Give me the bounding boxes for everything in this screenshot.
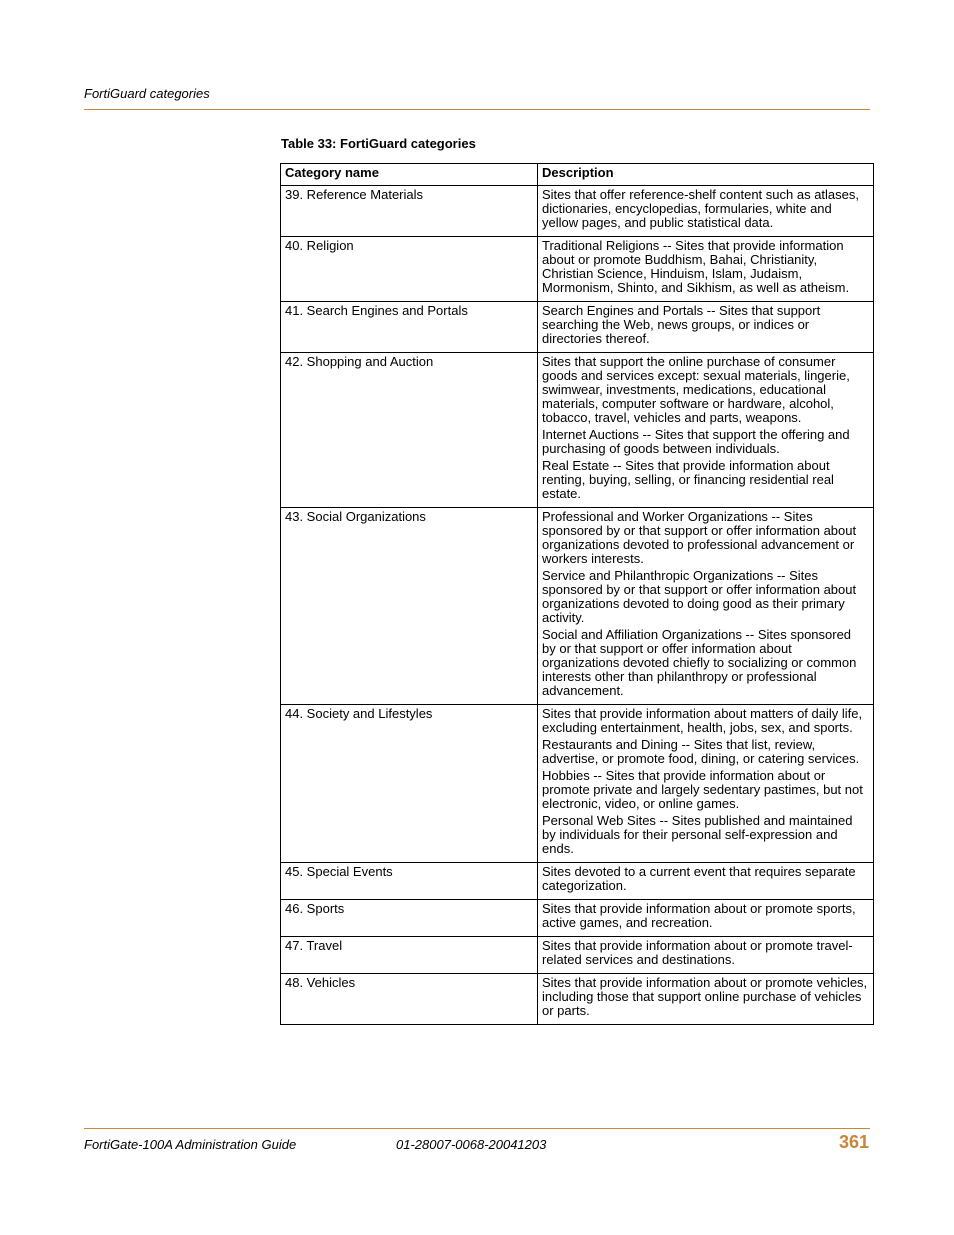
description-paragraph: Real Estate -- Sites that provide information about renting, buying, selling, or financing residential real estate.	[542, 458, 834, 501]
category-name-cell: 48. Vehicles	[281, 974, 538, 1025]
table-row	[281, 863, 874, 900]
category-name-cell: 41. Search Engines and Portals	[281, 302, 538, 353]
description-paragraph: Sites that offer reference-shelf content such as atlases, dictionaries, encyclopedias, formularies, white and yellow pages, and public statistical data.	[542, 187, 859, 230]
description-paragraph: Sites that provide information about or promote sports, active games, and recreation.	[542, 901, 856, 930]
column-header-description: Description	[538, 164, 874, 186]
description-cell	[538, 900, 874, 937]
description-cell	[538, 353, 874, 508]
header-rule	[84, 109, 870, 110]
description-paragraph: Sites that support the online purchase of consumer goods and services except: sexual materials, lingerie, swimwear, investments, medications, educational materials, computer software or hardware, alcohol, tobacco, travel, vehicles and parts, weapons.	[542, 354, 850, 425]
category-name-cell: 44. Society and Lifestyles	[281, 705, 538, 863]
description-paragraph: Professional and Worker Organizations -- Sites sponsored by or that support or offer information about organizations devoted to professional advancement or workers interests.	[542, 509, 857, 566]
description-cell	[538, 508, 874, 705]
description-paragraph: Sites that provide information about or promote travel-related services and destinations.	[542, 938, 853, 967]
description-paragraph: Search Engines and Portals -- Sites that support searching the Web, news groups, or indices or directories thereof.	[542, 303, 821, 346]
table-row	[281, 302, 874, 353]
description-paragraph: Sites that provide information about or promote vehicles, including those that support online purchase of vehicles or parts.	[542, 975, 868, 1018]
description-paragraph: Service and Philanthropic Organizations -- Sites sponsored by or that support or offer information about organizations devoted to doing good as their primary activity.	[542, 568, 857, 625]
footer-doc-code: 01-28007-0068-20041203	[396, 1137, 547, 1152]
table-header-row	[281, 164, 874, 186]
description-cell	[538, 237, 874, 302]
description-cell	[538, 302, 874, 353]
table-row	[281, 186, 874, 237]
description-cell	[538, 974, 874, 1025]
description-cell	[538, 186, 874, 237]
description-paragraph: Social and Affiliation Organizations -- Sites sponsored by or that support or offer information about organizations devoted chiefly to socializing or common interests other than philanthropy or professional advancement.	[542, 627, 857, 698]
categories-table	[280, 163, 874, 1025]
description-paragraph: Restaurants and Dining -- Sites that list, review, advertise, or promote food, dining, or catering services.	[542, 737, 860, 766]
description-paragraph: Hobbies -- Sites that provide information about or promote private and largely sedentary pastimes, but not electronic, video, or online games.	[542, 768, 863, 811]
table-row	[281, 705, 874, 863]
table-caption: Table 33: FortiGuard categories	[281, 136, 476, 151]
running-header: FortiGuard categories	[84, 86, 210, 101]
description-paragraph: Sites that provide information about matters of daily life, excluding entertainment, health, jobs, sex, and sports.	[542, 706, 863, 735]
table-row	[281, 237, 874, 302]
footer-rule	[84, 1128, 870, 1129]
category-name-cell: 47. Travel	[281, 937, 538, 974]
category-name-cell: 39. Reference Materials	[281, 186, 538, 237]
footer-guide-title: FortiGate-100A Administration Guide	[84, 1137, 297, 1152]
table-row	[281, 353, 874, 508]
table-body	[281, 186, 874, 1025]
category-name-cell: 46. Sports	[281, 900, 538, 937]
page-number: 361	[838, 1132, 869, 1152]
category-name-cell: 43. Social Organizations	[281, 508, 538, 705]
table-row	[281, 974, 874, 1025]
column-header-category: Category name	[281, 164, 538, 186]
category-name-cell: 45. Special Events	[281, 863, 538, 900]
description-cell	[538, 937, 874, 974]
description-paragraph: Internet Auctions -- Sites that support the offering and purchasing of goods between individuals.	[542, 427, 850, 456]
category-name-cell: 42. Shopping and Auction	[281, 353, 538, 508]
description-cell	[538, 863, 874, 900]
description-paragraph: Traditional Religions -- Sites that provide information about or promote Buddhism, Bahai, Christianity, Christian Science, Hinduism, Islam, Judaism, Mormonism, Shinto, and Sikhism, as well as atheism.	[542, 238, 850, 295]
description-paragraph: Sites devoted to a current event that requires separate categorization.	[542, 864, 856, 893]
description-paragraph: Personal Web Sites -- Sites published and maintained by individuals for their personal self-expression and ends.	[542, 813, 853, 856]
table-row	[281, 508, 874, 705]
description-cell	[538, 705, 874, 863]
table-row	[281, 937, 874, 974]
category-name-cell: 40. Religion	[281, 237, 538, 302]
table-row	[281, 900, 874, 937]
